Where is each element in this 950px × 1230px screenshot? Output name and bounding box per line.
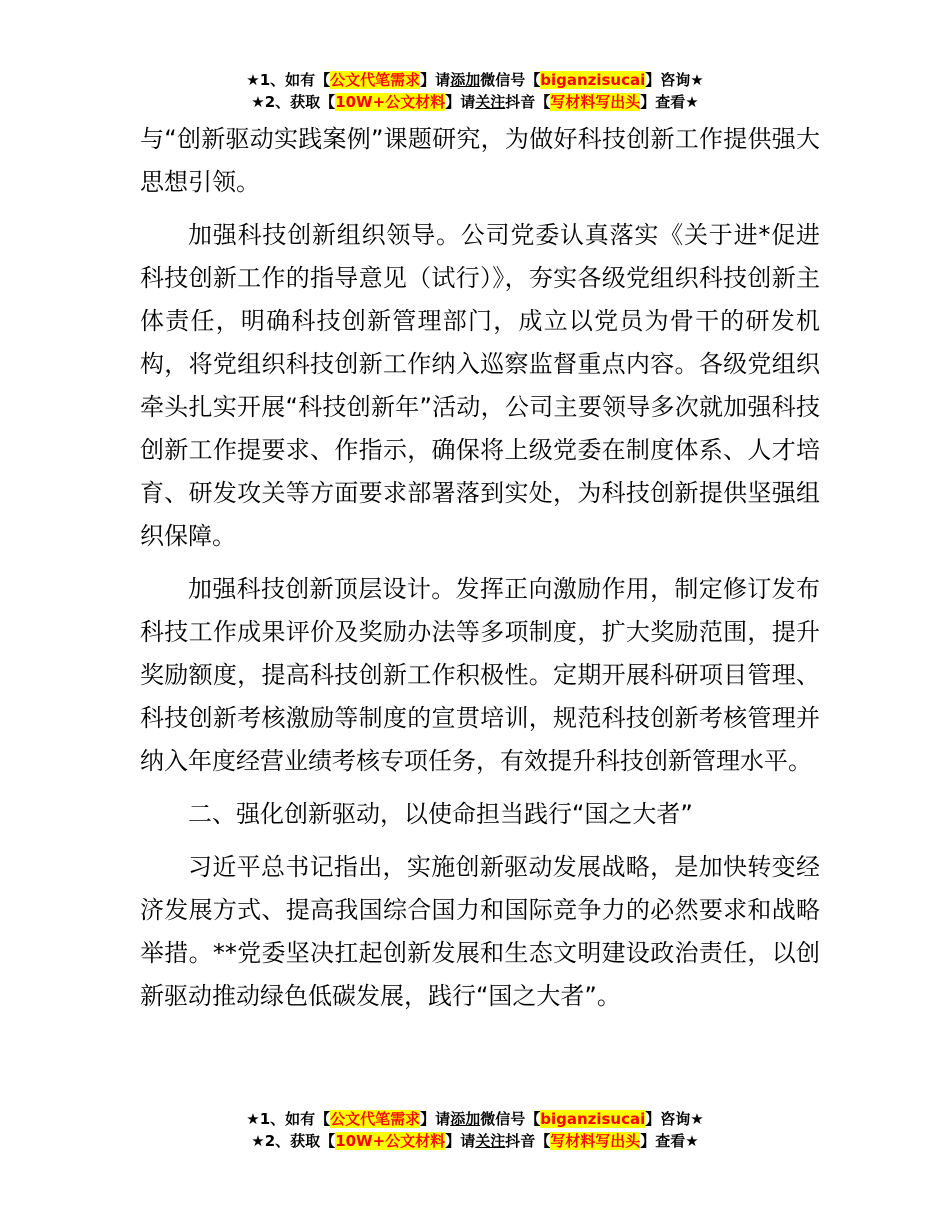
ad-text: ★1、如有【 [246,71,331,89]
ad-text: 】请 [420,1110,451,1128]
top-ad-banner [0,69,950,113]
ad-text: 】查看★ [640,93,699,111]
ad-highlight: biganzisucai [540,1110,646,1128]
ad-text: 抖音【 [505,1132,551,1150]
ad-text: 】咨询★ [645,71,704,89]
ad-emphasis: 关注 [475,1132,506,1150]
ad-text: 】请 [445,1132,476,1150]
document-body [140,118,820,1028]
ad-text: 】查看★ [640,1132,699,1150]
bottom-ad-banner [0,1108,950,1152]
ad-line-2 [0,91,950,113]
ad-text: 】咨询★ [645,1110,704,1128]
ad-text: ★2、获取【 [251,93,336,111]
ad-highlight: 10W+公文材料 [335,1132,446,1150]
ad-line-1 [0,69,950,91]
ad-highlight: 公文代笔需求 [330,1110,421,1128]
ad-line-1 [0,1108,950,1130]
ad-emphasis: 关注 [475,93,506,111]
section-heading: 二、强化创新驱动，以使命担当践行“国之大者” [188,800,693,828]
ad-highlight: 写材料写出头 [550,93,641,111]
ad-highlight: 10W+公文材料 [335,93,446,111]
body-paragraph: 加强科技创新顶层设计。发挥正向激励作用，制定修订发布科技工作成果评价及奖励办法等多项制度，扩大奖励范围，提升奖励额度，提高科技创新工作积极性。定期开展科研项目管理、科技创新考核激励等制度的宣贯培训，规范科技创新考核管理并纳入年度经营业绩考核专项任务，有效提升科技创新管理水平。 [140,575,820,775]
body-paragraph: 习近平总书记指出，实施创新驱动发展战略，是加快转变经济发展方式、提高我国综合国力和国际竞争力的必然要求和战略举措。**党委坚决扛起创新发展和生态文明建设政治责任，以创新驱动推动绿色低碳发展，践行“国之大者”。 [140,853,820,1010]
body-paragraph: 加强科技创新组织领导。公司党委认真落实《关于进*促进科技创新工作的指导意见（试行）》，夯实各级党组织科技创新主体责任，明确科技创新管理部门，成立以党员为骨干的研发机构，将党组织科技创新工作纳入巡察监督重点内容。各级党组织牵头扎实开展“科技创新年”活动，公司主要领导多次就加强科技创新工作提要求、作指示，确保将上级党委在制度体系、人才培育、研发攻关等方面要求部署落到实处，为科技创新提供坚强组织保障。 [140,221,820,550]
ad-text: ★2、获取【 [251,1132,336,1150]
ad-text: 】请 [445,93,476,111]
ad-text: ★1、如有【 [246,1110,331,1128]
ad-emphasis: 添加 [450,71,481,89]
ad-text: 】请 [420,71,451,89]
ad-emphasis: 添加 [450,1110,481,1128]
ad-text: 微信号【 [480,1110,541,1128]
ad-text: 微信号【 [480,71,541,89]
ad-line-2 [0,1130,950,1152]
ad-highlight: 写材料写出头 [550,1132,641,1150]
body-paragraph: 与“创新驱动实践案例”课题研究，为做好科技创新工作提供强大思想引领。 [140,125,820,196]
ad-text: 抖音【 [505,93,551,111]
ad-highlight: 公文代笔需求 [330,71,421,89]
ad-highlight: biganzisucai [540,71,646,89]
